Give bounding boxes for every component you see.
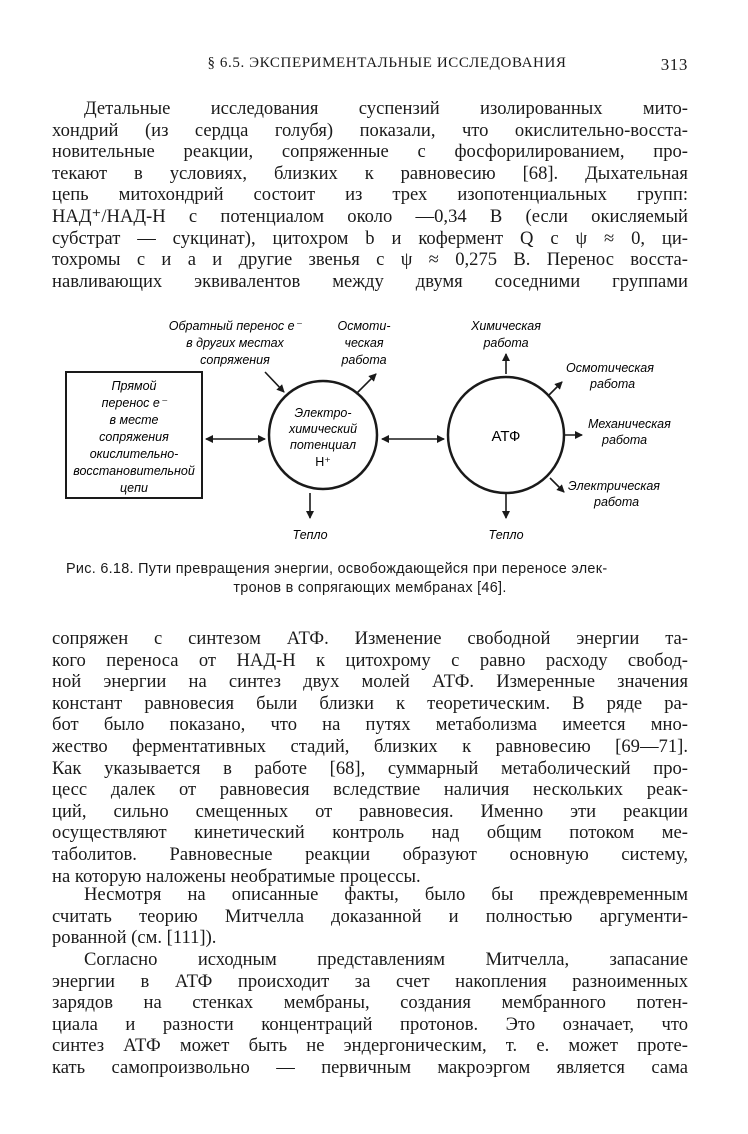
text-line: считать теорию Митчелла доказанной и полностью аргументи- <box>52 905 688 927</box>
text-line: кать самопроизвольно — первичным макроэргом является сама <box>52 1056 688 1078</box>
potential-label: потенциал <box>289 438 357 452</box>
chemical-work-label: Химическая <box>471 319 541 333</box>
paragraph-2 <box>52 628 688 887</box>
proton-label: H⁺ <box>315 455 331 469</box>
text-line: зарядов на стенках мембраны, создания мембранного потен- <box>52 992 688 1014</box>
reverse-transfer-label: сопряжения <box>200 353 270 367</box>
text-line: навливающих эквивалентов между двумя соседними группами <box>52 270 688 292</box>
text-line: Согласно исходным представлениям Митчелла, запасание <box>84 949 688 970</box>
osmotic-work-label: Осмоти- <box>337 319 391 333</box>
text-line: осуществляют кинетический контроль над общим потоком ме- <box>52 822 688 844</box>
osmotic-arrow <box>356 374 376 394</box>
text-line: хондрий (из сердца голубя) показали, что окислительно-восста- <box>52 119 688 141</box>
reverse-transfer-arrow <box>265 372 284 392</box>
electrical-work-arrow <box>550 478 564 492</box>
energy-pathway-diagram <box>60 318 700 548</box>
box-line: Прямой <box>111 379 157 393</box>
text-line: на которую наложены необратимые процессы. <box>52 865 421 887</box>
potential-label: Электро- <box>294 406 352 420</box>
text-line: сопряжен с синтезом АТФ. Изменение свободной энергии та- <box>52 628 688 649</box>
mechanical-work-label: работа <box>602 433 648 447</box>
paragraph-1 <box>52 98 688 292</box>
text-line: бот было показано, что на путях метаболизма имеется мно- <box>52 714 688 736</box>
text-line: ций, сильно смещенных от равновесия. Именно эти реакции <box>52 800 688 822</box>
text-line: таболитов. Равновесные реакции образуют основную систему, <box>52 843 688 865</box>
box-line: в месте <box>109 413 159 427</box>
electrical-work-label: работа <box>594 495 640 509</box>
text-line: Несмотря на описанные факты, было бы преждевременным <box>84 884 688 905</box>
page-number: 313 <box>660 55 688 74</box>
box-line: окислительно- <box>89 447 179 461</box>
box-line: перенос e⁻ <box>101 396 167 410</box>
text-line: констант равновесия были близки к теоретическим. В ряде ра- <box>52 692 688 714</box>
text-line: цепь митохондрий состоит из трех изопотенциальных групп: <box>52 184 688 206</box>
right-osmotic-label: работа <box>590 377 636 391</box>
chemical-work-label: работа <box>483 336 529 350</box>
text-line: жество ферментативных стадий, близких к равновесию [69—71]. <box>52 735 688 757</box>
figure-caption <box>52 560 688 598</box>
osmotic-work-label: работа <box>341 353 387 367</box>
right-osmotic-label: Осмотическая <box>566 361 654 375</box>
section-title: § 6.5. ЭКСПЕРИМЕНТАЛЬНЫЕ ИССЛЕДОВАНИЯ <box>207 55 567 71</box>
diagram-svg <box>60 318 700 548</box>
text-line: тохромы c и a и другие звенья с ψ ≈ 0,275 В. Перенос восста- <box>52 249 688 271</box>
text-line: Детальные исследования суспензий изолированных мито- <box>84 98 688 119</box>
mechanical-work-label: Механическая <box>588 417 671 431</box>
text-line: ной энергии на синтез двух молей АТФ. Измеренные значения <box>52 671 688 693</box>
text-line: Как указывается в работе [68], суммарный метаболический про- <box>52 757 688 779</box>
text-line: цесс далек от равновесия вследствие наличия нескольких реак- <box>52 779 688 801</box>
paragraph-3 <box>52 884 688 949</box>
text-line: текают в условиях, близких к равновесию [68]. Дыхательная <box>52 162 688 184</box>
text-line: рованной (см. [111]). <box>52 927 217 949</box>
caption-line: Рис. 6.18. Пути превращения энергии, освобождающейся при переносе элек- <box>66 561 608 577</box>
reverse-transfer-label: в других местах <box>186 336 284 350</box>
box-line: восстановительной <box>73 464 195 478</box>
potential-label: химический <box>288 422 358 436</box>
electrical-work-label: Электрическая <box>568 479 660 493</box>
box-line: сопряжения <box>99 430 169 444</box>
box-line: цепи <box>120 481 148 495</box>
text-line: новительные реакции, сопряженные с фосфорилированием, про- <box>52 141 688 163</box>
heat-label-right: Тепло <box>488 528 524 542</box>
text-line: субстрат — сукцинат), цитохром b и кофермент Q с ψ ≈ 0, ци- <box>52 227 688 249</box>
text-line: НАД⁺/НАД-Н с потенциалом около —0,34 В (если окисляемый <box>52 205 688 227</box>
osmotic-work-arrow <box>548 382 562 396</box>
text-line: энергии в АТФ происходит за счет накопления разноименных <box>52 970 688 992</box>
reverse-transfer-label: Обратный перенос e⁻ <box>168 319 302 333</box>
paragraph-4 <box>52 949 688 1079</box>
running-header <box>86 55 688 75</box>
heat-label-left: Тепло <box>292 528 328 542</box>
text-line: синтез АТФ может быть не эндергоническим, т. е. может проте- <box>52 1035 688 1057</box>
osmotic-work-label: ческая <box>344 336 384 350</box>
caption-line: тронов в сопрягающих мембранах [46]. <box>233 580 507 596</box>
text-line: кого переноса от НАД-Н к цитохрому c равно расходу свобод- <box>52 649 688 671</box>
atp-label: АТФ <box>491 428 521 445</box>
text-line: циала и разности концентраций протонов. Это означает, что <box>52 1013 688 1035</box>
